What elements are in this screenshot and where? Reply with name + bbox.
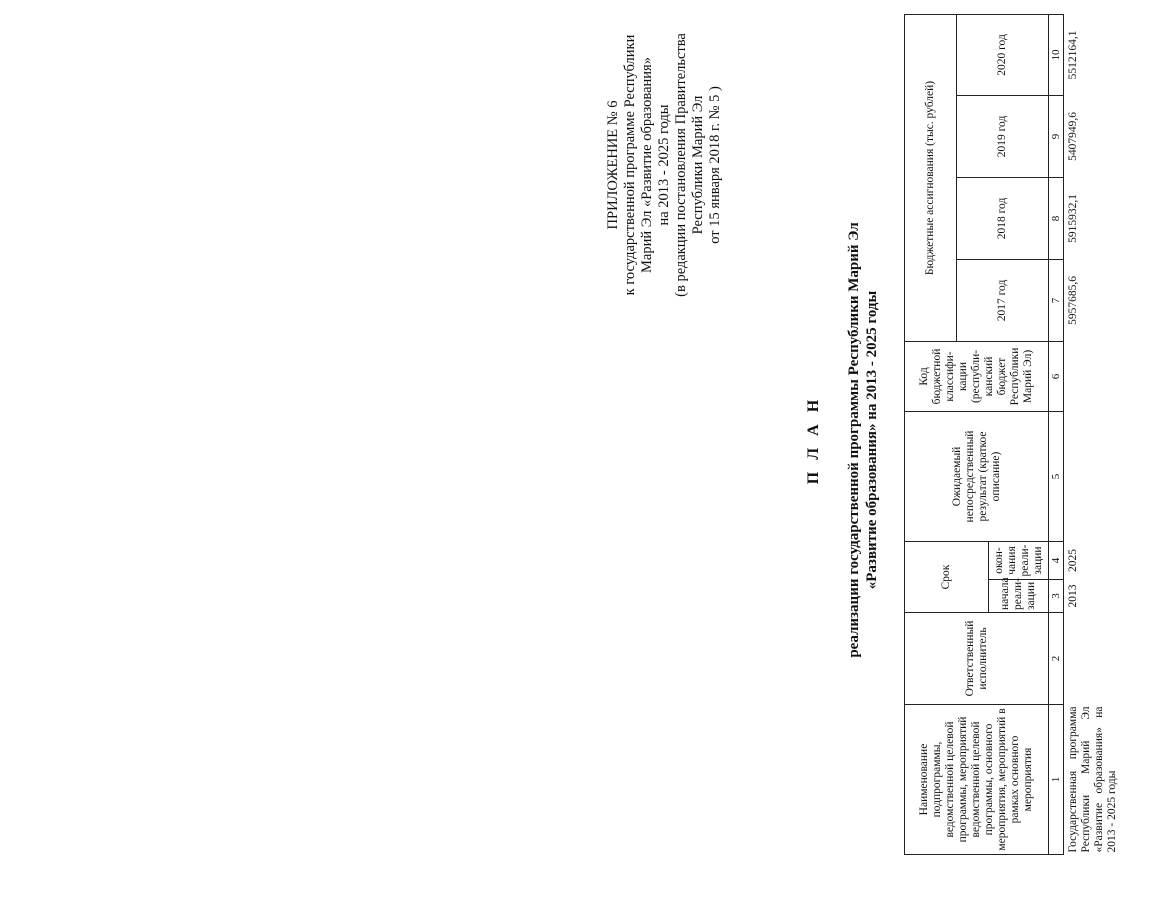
document-sheet bbox=[555, 0, 1155, 880]
column-number: 10 bbox=[1049, 14, 1064, 95]
appendix-line: от 15 января 2018 г. № 5 ) bbox=[707, 86, 723, 244]
appendix-line: к государственной программе Республики bbox=[622, 34, 638, 296]
plan-subtitle-line: «Развитие образования» на 2013 - 2025 годы bbox=[864, 290, 880, 590]
row-code bbox=[1064, 341, 1121, 411]
header-code: Код бюджетной классифи-кации (республи-канский бюджет Республики Марий Эл) bbox=[905, 341, 1049, 411]
column-number-row bbox=[1049, 14, 1064, 854]
column-number: 4 bbox=[1049, 541, 1064, 579]
appendix-line: Республики Марий Эл bbox=[690, 95, 706, 235]
column-number: 3 bbox=[1049, 580, 1064, 613]
header-year-2020: 2020 год bbox=[957, 14, 1049, 95]
row-2020: 5512164,1 bbox=[1067, 30, 1079, 80]
column-number: 7 bbox=[1049, 259, 1064, 341]
header-result: Ожидаемый непосредственный результат (краткое описание) bbox=[905, 411, 1049, 541]
plan-subtitle-line: реализации государственной программы Республики Марий Эл bbox=[846, 222, 862, 658]
header-name: Наименование подпрограммы, ведомственной целевой программы, мероприятий ведомственной целевой программы, основного мероприятия, мероприятий в рамках основного мероприятия bbox=[905, 705, 1049, 855]
row-2019: 5407949,6 bbox=[1067, 112, 1079, 161]
appendix-line: ПРИЛОЖЕНИЕ № 6 bbox=[605, 100, 621, 230]
header-term-start: начала реали-зации bbox=[989, 580, 1049, 613]
table-row bbox=[1064, 14, 1121, 854]
header-term: Срок bbox=[905, 541, 989, 612]
appendix-line: (в редакции постановления Правительства bbox=[673, 33, 689, 297]
column-number: 1 bbox=[1049, 705, 1064, 855]
appendix-line: на 2013 - 2025 годы bbox=[656, 104, 672, 226]
column-number: 5 bbox=[1049, 411, 1064, 541]
row-result bbox=[1064, 411, 1121, 541]
row-2017: 5957685,6 bbox=[1067, 276, 1079, 325]
header-term-end: окон-чания реали-зации bbox=[989, 541, 1049, 579]
header-year-2019: 2019 год bbox=[957, 95, 1049, 177]
header-budget: Бюджетные ассигнования (тыс. рублей) bbox=[905, 14, 957, 341]
row-start: 2013 bbox=[1067, 584, 1079, 608]
header-year-2018: 2018 год bbox=[957, 177, 1049, 259]
column-number: 8 bbox=[1049, 177, 1064, 259]
row-2018: 5915932,1 bbox=[1067, 194, 1079, 243]
column-number: 2 bbox=[1049, 613, 1064, 705]
plan-subtitle bbox=[845, 200, 881, 680]
column-number: 9 bbox=[1049, 95, 1064, 177]
row-executor bbox=[1064, 613, 1121, 705]
column-number: 6 bbox=[1049, 341, 1064, 411]
appendix-header bbox=[605, 20, 724, 310]
row-end: 2025 bbox=[1067, 549, 1079, 572]
appendix-line: Марий Эл «Развитие образования» bbox=[639, 57, 655, 273]
header-executor: Ответственный исполнитель bbox=[905, 613, 1049, 705]
header-year-2017: 2017 год bbox=[957, 259, 1049, 341]
row-name: Государственная программа Республики Марий Эл «Развитие образования» на 2013 - 2025 годы bbox=[1067, 706, 1118, 853]
plan-title: П Л А Н bbox=[805, 395, 822, 485]
plan-table bbox=[904, 14, 1120, 855]
